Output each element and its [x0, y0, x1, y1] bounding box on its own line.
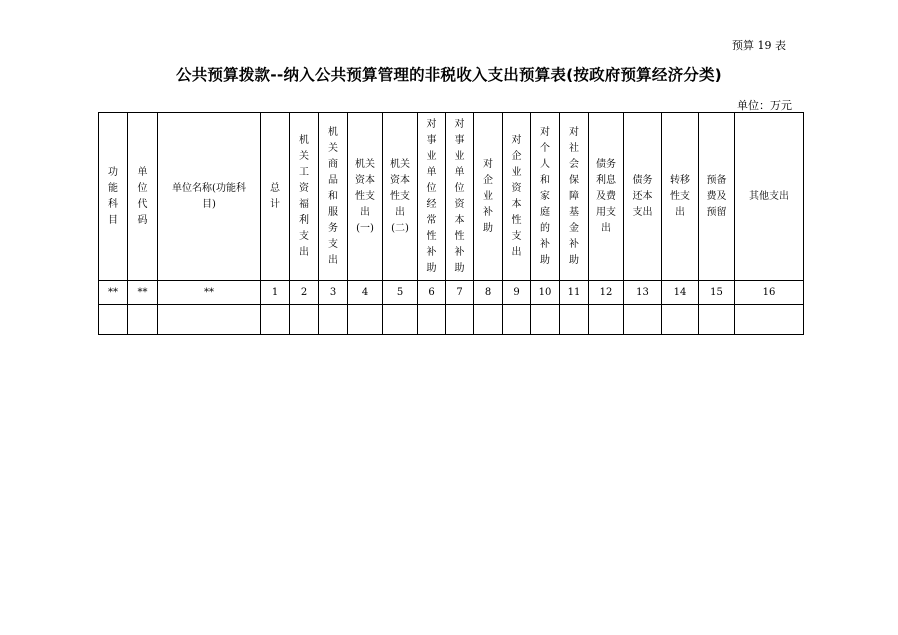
header-cell: 其他支出 — [735, 113, 804, 281]
data-cell — [261, 305, 290, 335]
form-number: 预算 19 表 — [732, 39, 786, 52]
index-cell: ** — [128, 281, 158, 305]
header-cell: 预备费及预留 — [699, 113, 735, 281]
data-cell — [348, 305, 383, 335]
data-cell — [560, 305, 589, 335]
index-cell: 1 — [261, 281, 290, 305]
index-cell: 10 — [531, 281, 560, 305]
index-cell: 13 — [624, 281, 662, 305]
data-cell — [735, 305, 804, 335]
header-cell: 机关商品和服务支出 — [319, 113, 348, 281]
header-cell: 机关资本性支出(二) — [383, 113, 418, 281]
data-cell — [624, 305, 662, 335]
index-cell: 2 — [290, 281, 319, 305]
data-row — [99, 305, 804, 335]
index-cell: 15 — [699, 281, 735, 305]
data-cell — [99, 305, 128, 335]
header-cell: 对个人和家庭的补助 — [531, 113, 560, 281]
index-cell: ** — [99, 281, 128, 305]
data-cell — [128, 305, 158, 335]
header-row — [99, 113, 804, 281]
data-cell — [290, 305, 319, 335]
page-title: 公共预算拨款--纳入公共预算管理的非税收入支出预算表(按政府预算经济分类) — [176, 66, 722, 84]
budget-table — [98, 112, 804, 335]
index-cell: 6 — [418, 281, 446, 305]
index-row — [99, 281, 804, 305]
data-cell — [418, 305, 446, 335]
index-cell: 4 — [348, 281, 383, 305]
data-cell — [503, 305, 531, 335]
index-cell: ** — [158, 281, 261, 305]
data-cell — [474, 305, 503, 335]
unit-label: 单位：万元 — [737, 99, 792, 112]
header-cell: 单位代码 — [128, 113, 158, 281]
header-cell: 对社会保障基金补助 — [560, 113, 589, 281]
header-cell: 机关工资福利支出 — [290, 113, 319, 281]
header-cell: 对企业资本性支出 — [503, 113, 531, 281]
header-cell: 机关资本性支出(一) — [348, 113, 383, 281]
index-cell: 7 — [446, 281, 474, 305]
data-cell — [531, 305, 560, 335]
data-cell — [158, 305, 261, 335]
data-cell — [589, 305, 624, 335]
header-cell: 功能科目 — [99, 113, 128, 281]
data-cell — [383, 305, 418, 335]
header-cell: 对企业补助 — [474, 113, 503, 281]
index-cell: 16 — [735, 281, 804, 305]
data-cell — [699, 305, 735, 335]
index-cell: 3 — [319, 281, 348, 305]
index-cell: 14 — [662, 281, 699, 305]
header-cell: 单位名称(功能科目) — [158, 113, 261, 281]
header-cell: 总计 — [261, 113, 290, 281]
index-cell: 12 — [589, 281, 624, 305]
index-cell: 5 — [383, 281, 418, 305]
header-cell: 债务利息及费用支出 — [589, 113, 624, 281]
data-cell — [446, 305, 474, 335]
header-cell: 对事业单位资本性补助 — [446, 113, 474, 281]
index-cell: 11 — [560, 281, 589, 305]
header-cell: 对事业单位经常性补助 — [418, 113, 446, 281]
data-cell — [319, 305, 348, 335]
index-cell: 8 — [474, 281, 503, 305]
data-cell — [662, 305, 699, 335]
index-cell: 9 — [503, 281, 531, 305]
header-cell: 转移性支出 — [662, 113, 699, 281]
header-cell: 债务还本支出 — [624, 113, 662, 281]
